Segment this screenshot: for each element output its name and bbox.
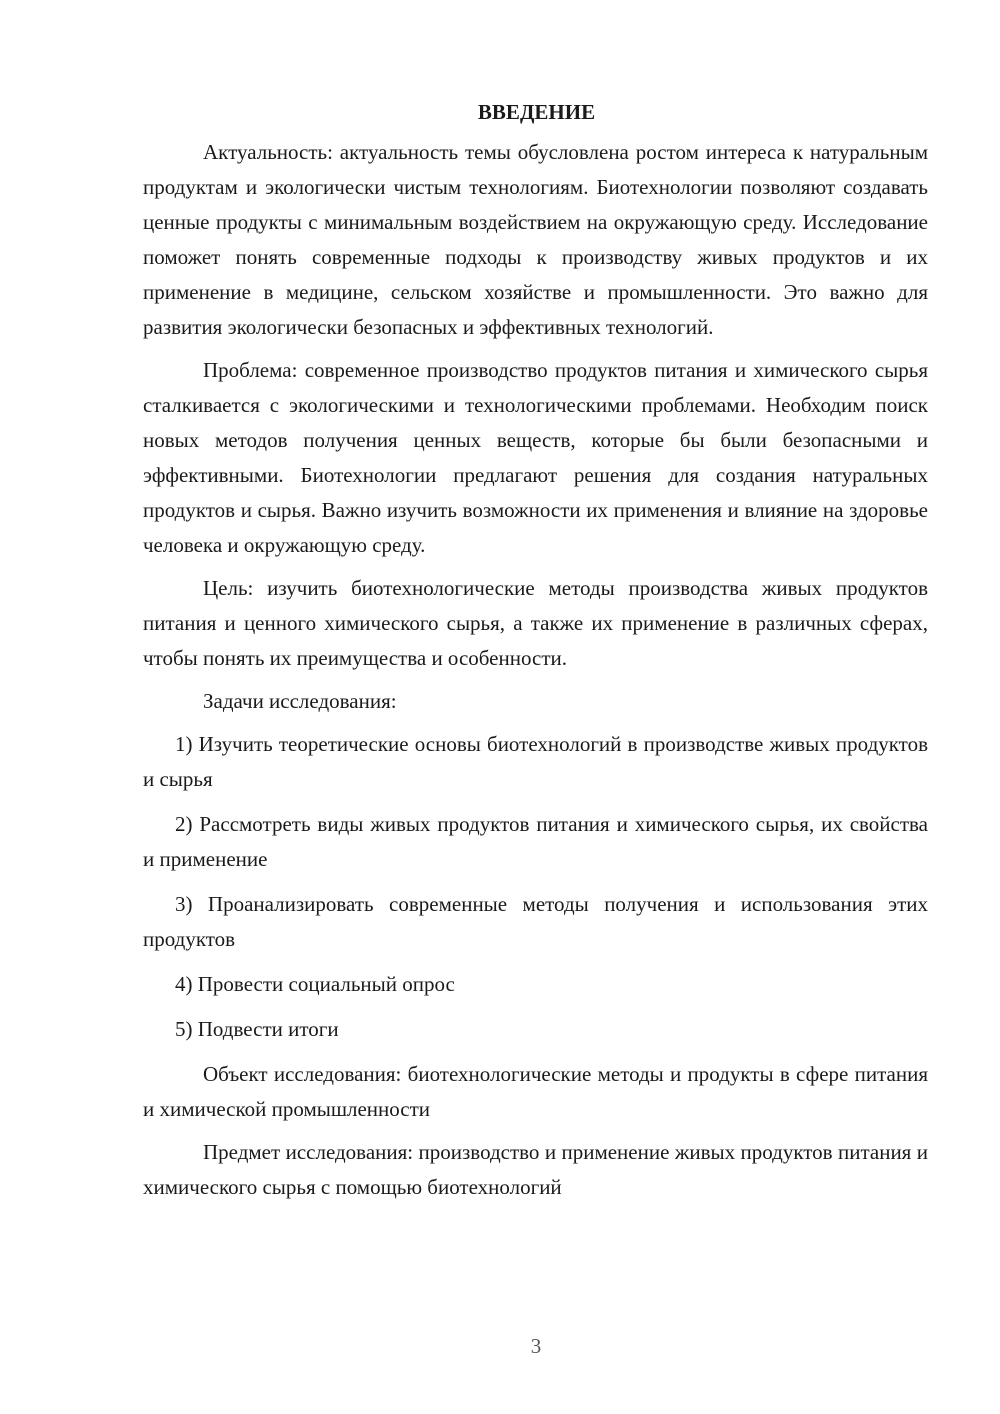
- paragraph-subject: Предмет исследования: производство и применение живых продуктов питания и химического сырья с помощью биотехнологий: [143, 1140, 928, 1199]
- paragraph-object: Объект исследования: биотехнологические методы и продукты в сфере питания и химической промышленности: [143, 1062, 928, 1121]
- task-item: 1) Изучить теоретические основы биотехнологий в производстве живых продуктов и сырья: [143, 732, 928, 791]
- paragraph-goal: Цель: изучить биотехнологические методы производства живых продуктов питания и ценного химического сырья, а также их применение в различных сферах, чтобы понять их преимущества и особенности.: [143, 576, 928, 670]
- page-content: [143, 97, 928, 1213]
- task-item: 3) Проанализировать современные методы получения и использования этих продуктов: [143, 892, 928, 951]
- paragraph-relevance: Актуальность: актуальность темы обусловлена ростом интереса к натуральным продуктам и экологически чистым технологиям. Биотехнологии позволяют создавать ценные продукты с минимальным воздействием на окружающую среду. Исследование поможет понять современные подходы к производству живых продуктов и их применение в медицине, сельском хозяйстве и промышленности. Это важно для развития экологически безопасных и эффективных технологий.: [143, 140, 928, 339]
- task-item: 4) Провести социальный опрос: [175, 972, 455, 996]
- tasks-heading: Задачи исследования:: [203, 689, 397, 713]
- paragraph-problem: Проблема: современное производство продуктов питания и химического сырья сталкивается с экологическими и технологическими проблемами. Необходим поиск новых методов получения ценных веществ, которые бы были безопасными и эффективными. Биотехнологии предлагают решения для создания натуральных продуктов и сырья. Важно изучить возможности их применения и влияние на здоровье человека и окружающую среду.: [143, 358, 928, 557]
- task-item: 2) Рассмотреть виды живых продуктов питания и химического сырья, их свойства и применение: [143, 812, 928, 871]
- task-item: 5) Подвести итоги: [175, 1017, 339, 1041]
- page-number: 3: [530, 1334, 542, 1358]
- section-heading: ВВЕДЕНИЕ: [477, 100, 596, 124]
